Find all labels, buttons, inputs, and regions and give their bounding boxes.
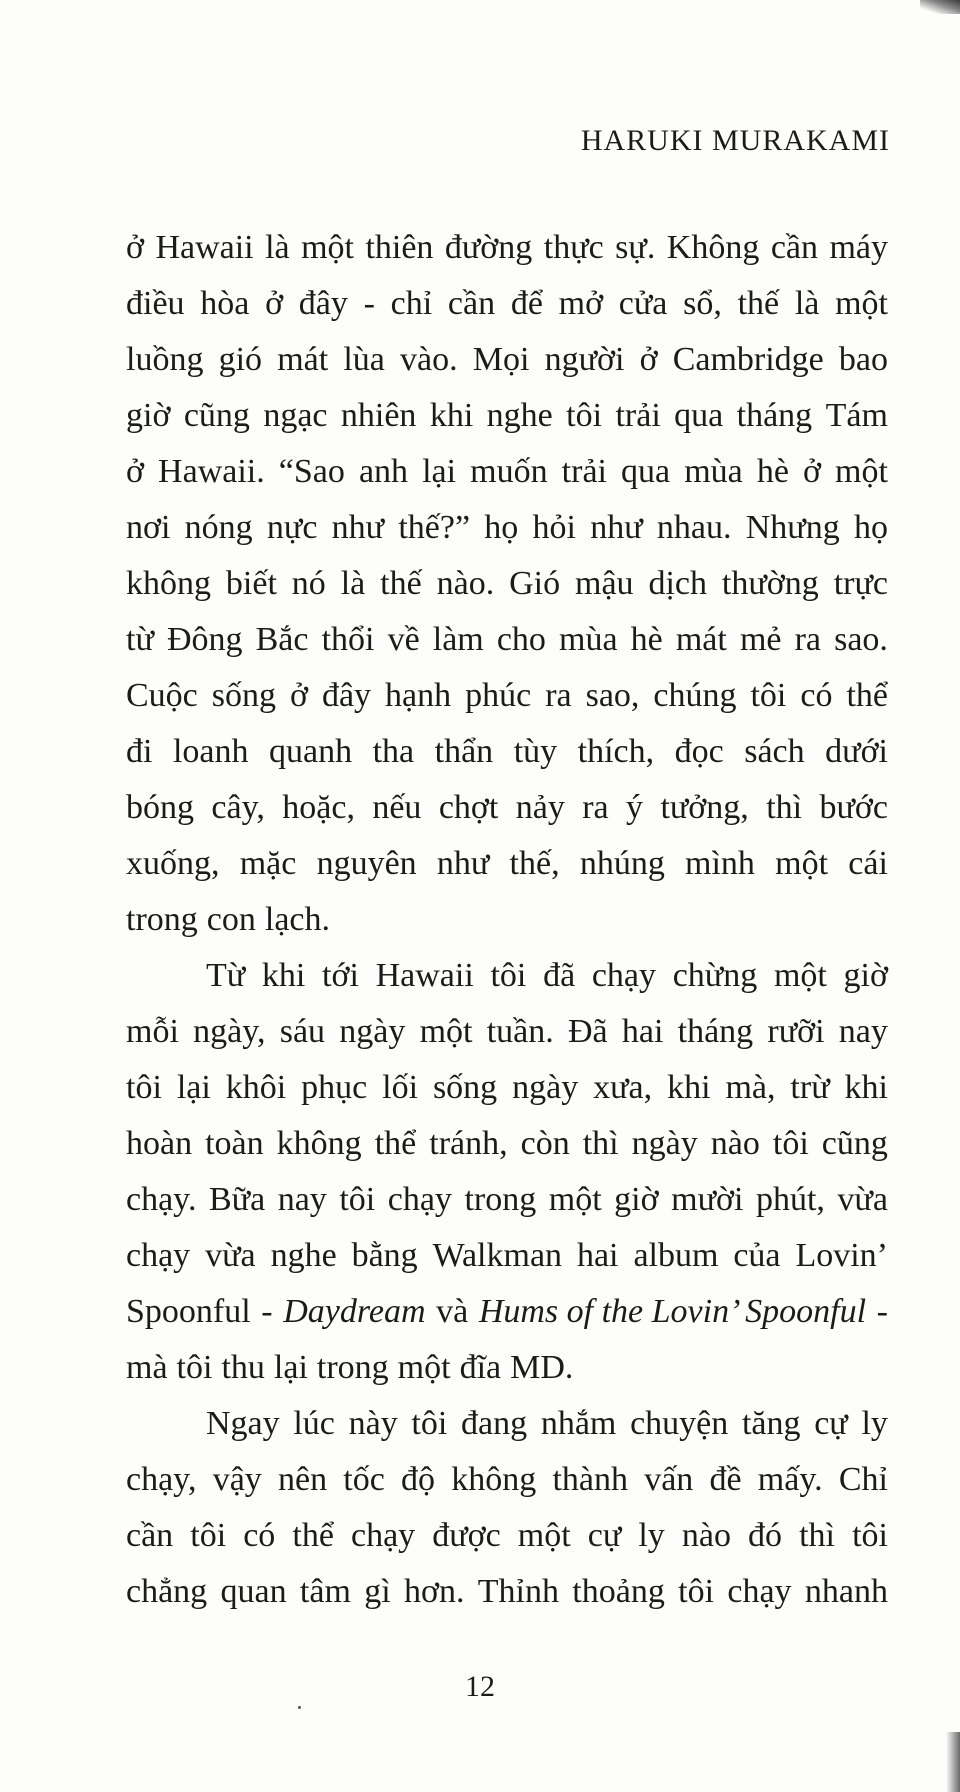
word: có — [800, 677, 833, 714]
word: thế — [737, 285, 780, 322]
word: - — [363, 285, 375, 322]
word: ngày, — [193, 1013, 266, 1050]
word: khôi — [225, 1069, 287, 1106]
word: qua — [674, 397, 724, 434]
text-line — [126, 500, 888, 556]
word: sao, — [585, 677, 640, 714]
word: nhiên — [340, 397, 417, 434]
text-line — [126, 1116, 888, 1172]
text-line — [126, 948, 888, 1004]
word: ý — [626, 789, 644, 826]
word: mười — [671, 1181, 744, 1218]
text-line — [126, 1396, 888, 1452]
word: phúc — [465, 677, 532, 714]
word: ly — [638, 1517, 665, 1554]
word: hạnh — [385, 677, 452, 714]
word: tôi — [750, 677, 787, 714]
word: chừng — [672, 957, 758, 994]
word: ngày — [631, 1125, 698, 1162]
word: hai — [621, 1013, 664, 1050]
word: lại — [422, 453, 457, 490]
word: Đã — [567, 1013, 608, 1050]
word: khi — [429, 397, 474, 434]
word: thường — [721, 565, 819, 602]
word: dưới — [825, 733, 888, 770]
word: sống — [211, 677, 276, 714]
word: tôi — [339, 1181, 376, 1218]
word: một — [517, 1517, 571, 1554]
text-line — [126, 388, 888, 444]
word: nay — [838, 1013, 888, 1050]
word: bước — [819, 789, 888, 826]
text-line — [126, 1228, 888, 1284]
word: nóng — [184, 509, 253, 546]
word: mình — [685, 845, 755, 882]
word: chạy — [350, 1517, 416, 1554]
word: Cuộc — [126, 677, 198, 714]
word: chạy, — [126, 1461, 197, 1498]
word: gió — [218, 341, 263, 378]
word: thế — [380, 565, 422, 602]
word: vào. — [400, 341, 458, 378]
word: rưỡi — [767, 1013, 825, 1050]
word: mát — [675, 621, 727, 658]
word: Hawaii. — [158, 453, 265, 490]
word: trực — [833, 565, 888, 602]
text-line — [126, 1340, 888, 1396]
word: như — [436, 845, 490, 882]
word: khi — [667, 1069, 711, 1106]
word: Nhưng — [745, 509, 840, 546]
word: hai — [576, 1237, 619, 1274]
word: khi — [261, 957, 306, 994]
word: sao. — [834, 621, 888, 658]
word: đi — [126, 733, 153, 770]
word: một — [301, 229, 354, 266]
word: - — [876, 1293, 888, 1330]
word: cũng — [183, 397, 250, 434]
word: giờ — [843, 957, 888, 994]
word: một — [835, 285, 888, 322]
word: Gió — [509, 565, 561, 602]
word: cần — [126, 1517, 174, 1554]
word: biết — [225, 565, 277, 602]
word: đã — [543, 957, 576, 994]
word: chạy — [727, 1573, 792, 1610]
word: Hums of the Lovin’ Spoonful — [478, 1293, 867, 1330]
word: nếu — [372, 789, 422, 826]
text-line — [126, 780, 888, 836]
word: nhúng — [579, 845, 665, 882]
word: của — [733, 1237, 781, 1274]
word: Đông — [166, 621, 243, 658]
text-line — [126, 892, 888, 948]
word: thành — [552, 1461, 628, 1498]
word: tôi — [126, 1069, 162, 1106]
page-edge-shadow — [946, 1732, 960, 1792]
word: cần — [770, 229, 818, 266]
word: Hawaii — [375, 957, 474, 994]
word: tôi — [490, 957, 527, 994]
word: nào — [681, 1517, 731, 1554]
word: tâm — [299, 1573, 351, 1610]
word: luồng — [126, 341, 204, 378]
word: tốc — [343, 1461, 385, 1498]
word: thể — [374, 1125, 417, 1162]
word: Bữa — [209, 1181, 266, 1218]
word: chợt — [438, 789, 499, 826]
word: thích, — [577, 733, 655, 770]
word: tùy — [513, 733, 558, 770]
word: phục — [301, 1069, 368, 1106]
word: mùa — [559, 621, 618, 658]
word: để — [510, 285, 543, 322]
word: hoặc, — [282, 789, 355, 826]
word: cây, — [211, 789, 265, 826]
word: thì — [799, 1517, 835, 1554]
word: tháng — [677, 1013, 754, 1050]
running-head: HARUKI MURAKAMI — [580, 124, 890, 157]
word: mỗi — [126, 1013, 179, 1050]
word: chạy — [126, 1237, 191, 1274]
word: tôi — [772, 1125, 809, 1162]
word: qua — [621, 453, 671, 490]
word: một — [419, 1013, 473, 1050]
word: mùa — [684, 453, 743, 490]
word: không — [451, 1461, 537, 1498]
word: đây — [298, 285, 348, 322]
word: ly — [861, 1405, 888, 1442]
word: nhau. — [656, 509, 732, 546]
word: như — [590, 509, 643, 546]
word: thực — [543, 229, 604, 266]
word: nào — [710, 1125, 760, 1162]
word: thì — [766, 789, 803, 826]
word: làm — [432, 621, 484, 658]
word: mở — [558, 285, 604, 322]
word: Không — [666, 229, 760, 266]
word: nghe — [486, 397, 553, 434]
word: sáu — [279, 1013, 326, 1050]
word: sách — [744, 733, 805, 770]
word: tha — [372, 733, 415, 770]
word: cửa — [618, 285, 668, 322]
word: nghe — [270, 1237, 337, 1274]
word: lại — [176, 1069, 211, 1106]
word: Từ — [206, 957, 246, 994]
word: hòa — [200, 285, 250, 322]
word: thể — [846, 677, 888, 714]
word: toàn — [205, 1125, 264, 1162]
word: và — [436, 1293, 469, 1330]
word: đọc — [674, 733, 724, 770]
word: điều — [126, 285, 185, 322]
word: tôi — [852, 1517, 888, 1554]
word: thu — [221, 1349, 265, 1386]
word: giờ — [126, 397, 171, 434]
word: thế, — [509, 845, 560, 882]
word: ở — [126, 453, 144, 490]
text-line — [126, 1060, 888, 1116]
page-corner-shadow — [920, 0, 960, 14]
word: tôi — [411, 1405, 448, 1442]
word: quan — [220, 1573, 287, 1610]
word: tới — [322, 957, 359, 994]
text-line — [126, 612, 888, 668]
word: Walkman — [432, 1237, 563, 1274]
word: phút, — [755, 1181, 825, 1218]
word: vậy — [212, 1461, 262, 1498]
word: mậu — [575, 565, 634, 602]
word: Thỉnh — [477, 1573, 559, 1610]
word: đây — [321, 677, 372, 714]
word: thì — [582, 1125, 619, 1162]
word: thổi — [321, 621, 375, 658]
word: này — [348, 1405, 398, 1442]
word: lại — [273, 1349, 308, 1386]
text-line — [126, 1004, 888, 1060]
word: về — [387, 621, 420, 658]
word: thiên — [365, 229, 434, 266]
word: một — [835, 453, 888, 490]
word: là — [340, 565, 366, 602]
word: cần — [447, 285, 496, 322]
word: vấn — [644, 1461, 694, 1498]
word: hoàn — [126, 1125, 193, 1162]
word: chỉ — [390, 285, 433, 322]
word: có — [243, 1517, 276, 1554]
text-line — [126, 444, 888, 500]
word: anh — [358, 453, 409, 490]
text-line — [126, 836, 888, 892]
word: nó — [291, 565, 326, 602]
word: đường — [444, 229, 533, 266]
word: “Sao — [278, 453, 345, 490]
text-line — [126, 724, 888, 780]
word: không — [276, 1125, 362, 1162]
word: thẩn — [434, 733, 494, 770]
word: là — [794, 285, 820, 322]
text-line — [126, 1508, 888, 1564]
text-line — [126, 220, 888, 276]
word: trải — [561, 453, 607, 490]
word: Hawaii — [155, 229, 254, 266]
word: hè — [630, 621, 663, 658]
word: được — [432, 1517, 501, 1554]
word: như — [331, 509, 385, 546]
word: ra — [582, 789, 609, 826]
word: một — [548, 1181, 602, 1218]
word: nơi — [126, 509, 171, 546]
word: xưa, — [593, 1069, 653, 1106]
word: Bắc — [255, 621, 309, 658]
word: không — [126, 565, 211, 602]
text-line — [126, 668, 888, 724]
word: hè — [756, 453, 789, 490]
word: họ — [484, 509, 519, 546]
word: lùa — [343, 341, 385, 378]
word: sống — [432, 1069, 498, 1106]
word: vừa — [205, 1237, 256, 1274]
word: cự — [587, 1517, 622, 1554]
word: tôi — [176, 1349, 213, 1386]
word: tôi — [566, 397, 603, 434]
text-line — [126, 276, 888, 332]
word: nhắm — [540, 1405, 617, 1442]
word: Daydream — [283, 1293, 426, 1330]
word: lúc — [293, 1405, 335, 1442]
word: độ — [401, 1461, 436, 1498]
word: máy — [829, 229, 888, 266]
word: họ — [853, 509, 888, 546]
word: loanh — [172, 733, 249, 770]
text-line — [126, 1284, 888, 1340]
word: trong — [316, 1349, 389, 1386]
word: Ngay — [206, 1405, 280, 1442]
word: gì — [364, 1573, 391, 1610]
word: album — [633, 1237, 719, 1274]
word: bằng — [351, 1237, 418, 1274]
word: đang — [461, 1405, 528, 1442]
word: lạch. — [264, 901, 331, 938]
word: - — [261, 1293, 273, 1330]
word: con — [206, 901, 256, 938]
body-text — [126, 220, 888, 1620]
word: từ — [126, 621, 154, 658]
word: tưởng, — [660, 789, 749, 826]
word: ở — [126, 229, 144, 266]
word: chúng — [653, 677, 737, 714]
word: nay — [277, 1181, 327, 1218]
word: thế?” — [398, 509, 471, 546]
text-line — [126, 1564, 888, 1620]
word: ở — [265, 285, 284, 322]
word: tôi — [190, 1517, 227, 1554]
word: ở — [802, 453, 821, 490]
word: trải — [615, 397, 661, 434]
word: tăng — [741, 1405, 801, 1442]
word: ra — [794, 621, 821, 658]
word: ngạc — [263, 397, 328, 434]
text-line — [126, 556, 888, 612]
word: Tám — [825, 397, 888, 434]
word: mẻ — [739, 621, 782, 658]
word: Lovin’ — [795, 1237, 888, 1274]
word: tránh, — [429, 1125, 508, 1162]
word: thoảng — [572, 1573, 665, 1610]
word: ngày — [339, 1013, 406, 1050]
word: nguyên — [316, 845, 417, 882]
word: nào. — [436, 565, 495, 602]
text-line — [126, 332, 888, 388]
word: khi — [844, 1069, 888, 1106]
word: mặc — [239, 845, 297, 882]
word: người — [544, 341, 625, 378]
word: chạy — [387, 1181, 452, 1218]
word: chuyện — [630, 1405, 729, 1442]
word: trừ — [790, 1069, 830, 1106]
word: trong — [126, 901, 198, 938]
word: đề — [709, 1461, 742, 1498]
word: trong — [464, 1181, 537, 1218]
word: mát — [277, 341, 329, 378]
word: đĩa — [459, 1349, 502, 1386]
word: cự — [814, 1405, 848, 1442]
word: mà, — [725, 1069, 776, 1106]
word: ở — [639, 341, 658, 378]
word: ra — [545, 677, 572, 714]
word: cũng — [821, 1125, 888, 1162]
word: dịch — [648, 565, 708, 602]
word: đó — [748, 1517, 783, 1554]
print-speck — [298, 1706, 301, 1709]
word: vừa — [837, 1181, 888, 1218]
word: còn — [520, 1125, 570, 1162]
word: thể — [292, 1517, 334, 1554]
word: chạy. — [126, 1181, 197, 1218]
word: nên — [277, 1461, 328, 1498]
word: là — [265, 229, 290, 266]
word: quanh — [269, 733, 353, 770]
word: hơn. — [403, 1573, 465, 1610]
word: bao — [838, 341, 888, 378]
word: cái — [848, 845, 888, 882]
word: tháng — [736, 397, 813, 434]
word: mấy. — [757, 1461, 823, 1498]
word: chạy — [591, 957, 657, 994]
word: lối — [382, 1069, 419, 1106]
word: MD. — [510, 1349, 574, 1386]
word: cho — [496, 621, 546, 658]
word: Spoonful — [126, 1293, 251, 1330]
word: ngày — [512, 1069, 579, 1106]
page-number: 12 — [465, 1670, 495, 1703]
word: Mọi — [472, 341, 530, 378]
word: một — [773, 957, 827, 994]
word: Chỉ — [838, 1461, 888, 1498]
word: bóng — [126, 789, 194, 826]
word: tuần. — [486, 1013, 554, 1050]
word: một — [775, 845, 829, 882]
text-line — [126, 1172, 888, 1228]
word: tôi — [678, 1573, 715, 1610]
word: sự. — [615, 229, 656, 266]
word: nực — [266, 509, 318, 546]
word: giờ — [614, 1181, 659, 1218]
word: nhanh — [804, 1573, 888, 1610]
word: nảy — [515, 789, 565, 826]
word: một — [397, 1349, 451, 1386]
word: Cambridge — [672, 341, 824, 378]
word: ở — [289, 677, 308, 714]
word: sổ, — [683, 285, 722, 322]
word: hỏi — [532, 509, 576, 546]
word: muốn — [470, 453, 548, 490]
word: chẳng — [126, 1573, 208, 1610]
word: mà — [126, 1349, 168, 1386]
word: xuống, — [126, 845, 220, 882]
text-line — [126, 1452, 888, 1508]
